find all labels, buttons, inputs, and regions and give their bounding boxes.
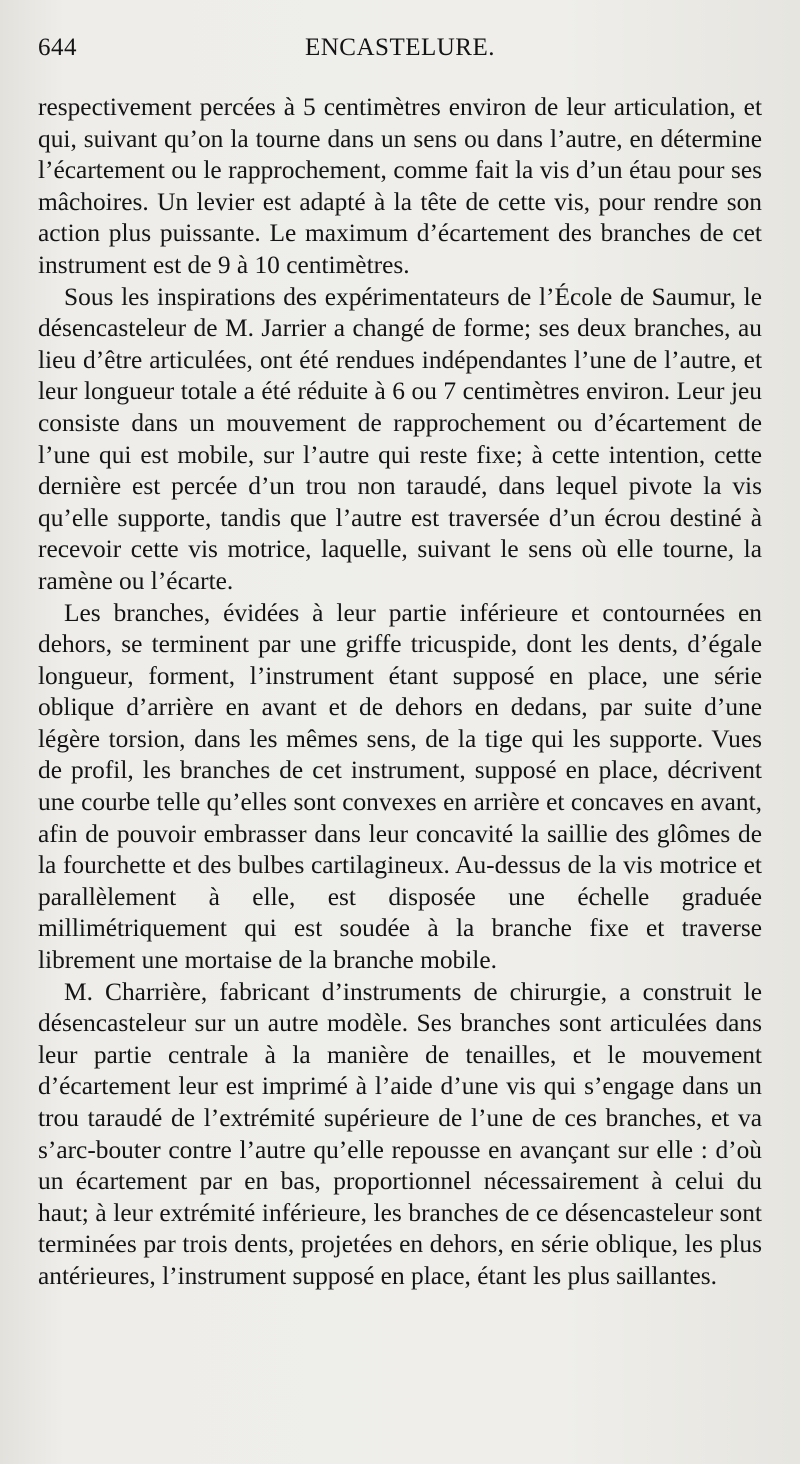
body-text — [38, 92, 762, 1293]
page-number: 644 — [38, 34, 77, 61]
paragraph-branches: Les branches, évidées à leur partie inférieure et contournées en dehors, se terminent par une griffe tricuspide, dont les dents, d’égale longueur, forment, l’instrument étant supposé en place, une série oblique d’arrière en avant et de dehors en dedans, par suite d’une légère torsion, dans les mêmes sens, de la tige qui les supporte. Vues de profil, les branches de cet instrument, supposé en place, décrivent une courbe telle qu’elles sont convexes en arrière et concaves en avant, afin de pouvoir embrasser dans leur concavité la saillie des glômes de la fourchette et des bulbes cartilagineux. Au-dessus de la vis motrice et parallèlement à elle, est disposée une échelle graduée millimétriquement qui est soudée à la branche fixe et traverse librement une mortaise de la branche mobile. — [38, 598, 762, 975]
page-header — [38, 28, 762, 72]
paragraph-continued: respectivement percées à 5 centimètres environ de leur articulation, et qui, suivant qu’on la tourne dans un sens ou dans l’autre, en détermine l’écartement ou le rapprochement, comme fait la vis d’un étau pour ses mâchoires. Un levier est adapté à la tête de cette vis, pour rendre son action plus puissante. Le maximum d’écartement des branches de cet instrument est de 9 à 10 centimètres. — [38, 93, 762, 279]
running-title: ENCASTELURE. — [304, 34, 496, 61]
paragraph-charriere: M. Charrière, fabricant d’instruments de chirurgie, a construit le désencasteleur sur un autre modèle. Ses branches sont articulées dans leur partie centrale à la manière de tenailles, et le mouvement d’écartement leur est imprimé à l’aide d’une vis qui s’engage dans un trou taraudé de l’extrémité supérieure de l’une de ces branches, et va s’arc-bouter contre l’autre qu’elle repousse en avançant sur elle : d’où un écartement par en bas, proportionnel nécessairement à celui du haut; à leur extrémité inférieure, les branches de ce désencasteleur sont terminées par trois dents, projetées en dehors, en série oblique, les plus antérieures, l’instrument supposé en place, étant les plus saillantes. — [38, 977, 762, 1290]
paragraph-jarrier: Sous les inspirations des expérimentateurs de l’École de Saumur, le désencasteleur de M. Jarrier a changé de forme; ses deux branches, au lieu d’être articulées, ont été rendues indépendantes l’une de l’autre, et leur longueur totale a été réduite à 6 ou 7 centimètres environ. Leur jeu consiste dans un mouvement de rapprochement ou d’écartement de l’une qui est mobile, sur l’autre qui reste fixe; à cette intention, cette dernière est percée d’un trou non taraudé, dans lequel pivote la vis qu’elle supporte, tandis que l’autre est traversée d’un écrou destiné à recevoir cette vis motrice, laquelle, suivant le sens où elle tourne, la ramène ou l’écarte. — [38, 282, 762, 595]
